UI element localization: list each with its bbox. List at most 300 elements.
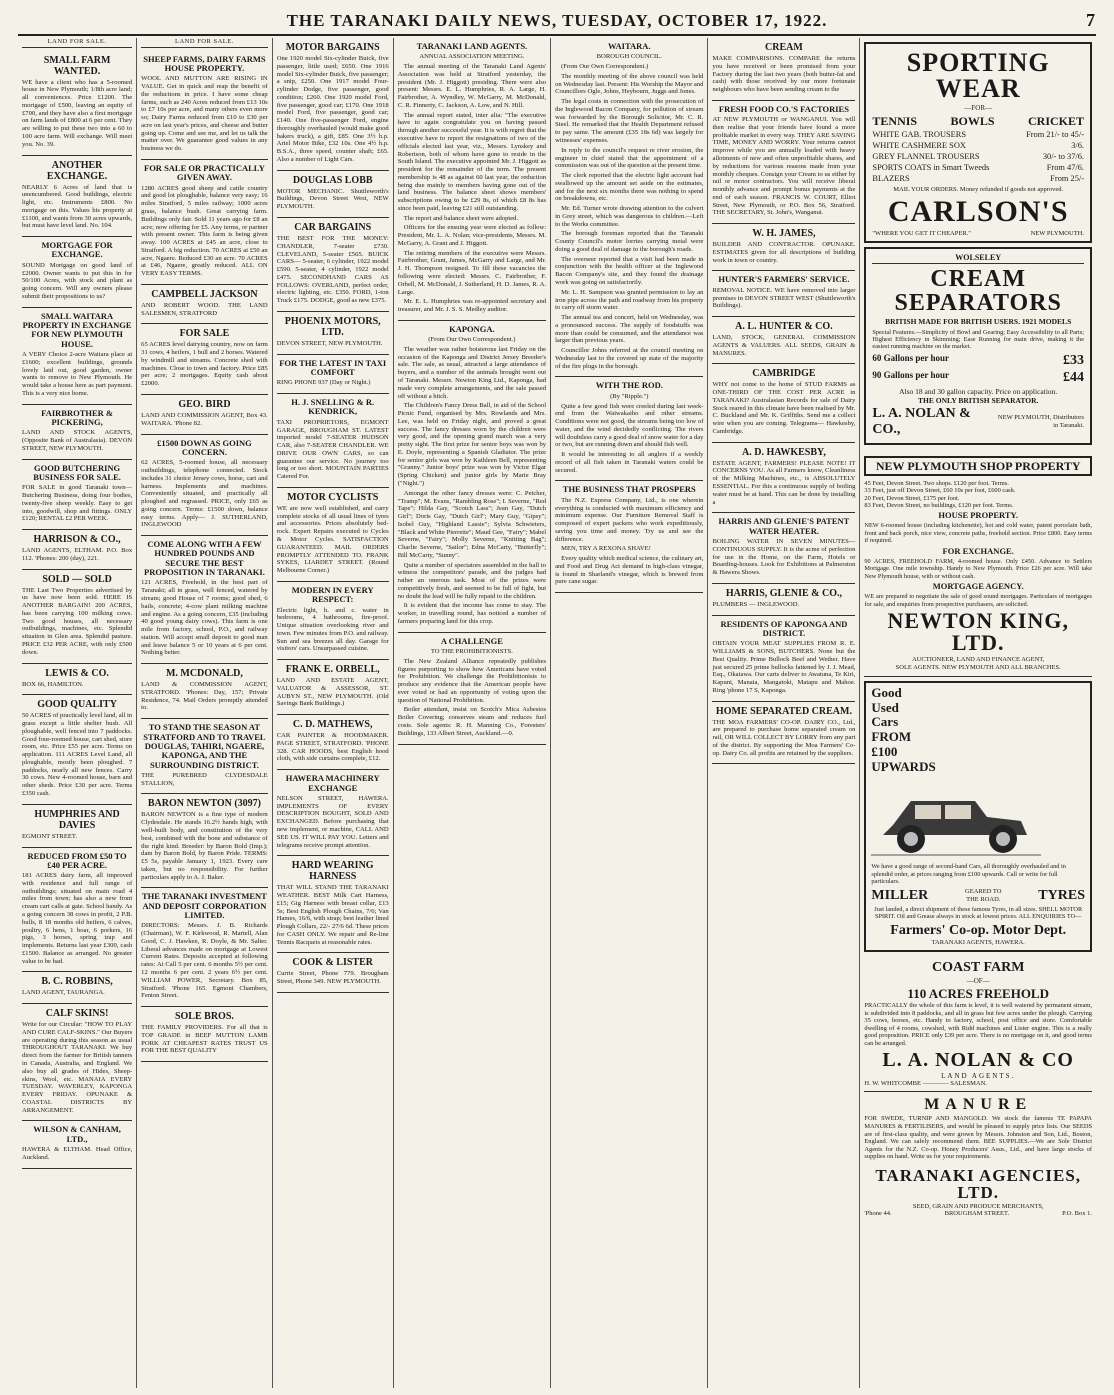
newton-king-brand: NEWTON KING, LTD. <box>887 608 1069 656</box>
article-paragraph: Mr. E. L. Humphries was re-appointed secretary and treasurer, and Mr. J. S. S. Medley auditor. <box>397 298 547 314</box>
article-heading: KAPONGA. <box>449 323 495 334</box>
ad-body: AT NEW PLYMOUTH or WANGANUI. You will then realise that your friends have found a more profitable market in every way. THEY ARE SAVING TIME, MONEY AND WORRY. Your returns cannot improve while you are annually loaded with heavy allotments of new and often unprofitable shares, and by reductions for various reasons made from your monthly cheques. Consign your Cream to us either by rail or motor contractors. You will receive liberal monthly advance and prompt bonus payments at the end of each season. FRANCIS W. COURT, Elliot Street, New Plymouth, or P.O. Box 56, Stratford. THE SECRETARY, St. John's, Wanganui. <box>712 116 856 217</box>
classified-ad <box>141 435 268 537</box>
mortgage-heading: MORTGAGE AGENCY. <box>932 581 1024 592</box>
ad-heading: SHEEP FARMS, DAIRY FARMS HOUSE PROPERTY. <box>143 53 266 73</box>
manure-ad <box>864 1092 1092 1222</box>
column-5 <box>551 38 708 1388</box>
ad-heading: MODERN IN EVERY RESPECT: <box>291 584 374 605</box>
sporting-item: WHITE GAB. TROUSERS <box>872 130 967 140</box>
classified-ad <box>141 324 268 395</box>
column-2 <box>137 38 273 1388</box>
miller-brand: MILLER <box>871 887 929 903</box>
carlsons-town: NEW PLYMOUTH. <box>1030 229 1084 237</box>
ad-heading: HUNTER'S FARMERS' SERVICE. <box>718 274 850 285</box>
classified-ad <box>141 664 268 719</box>
wolseley-90-price: £44 <box>1063 370 1084 386</box>
classified-ad <box>712 584 855 616</box>
wolseley-60-price: £33 <box>1063 352 1084 368</box>
sporting-price-row <box>872 130 1084 140</box>
ad-body: LAND, STOCK, GENERAL COMMISSION AGENTS & VALUERS. ALL SEEDS, GRAIN & MANURES. <box>712 334 856 357</box>
wolseley-90-label: 90 Gallons per hour <box>872 370 950 381</box>
classified-ad <box>22 695 132 804</box>
classified-ad <box>712 364 855 442</box>
classified-ad <box>22 972 132 1004</box>
article-subheading: ANNUAL ASSOCIATION MEETING. <box>419 53 525 61</box>
wolseley-sub: BRITISH MADE FOR BRITISH USERS. 1921 MODELS <box>885 316 1072 326</box>
ad-body: One 1920 model Six-cylinder Buick, five passenger, little used; £650. One 1916 model Six-cylinder Buick, five passenger; a snip, £250. One 1917 model Four-cylinder Dodge, five passenger, good condition; £260. One 1920 model Ford, five passenger, good car; £170. One 1918 model Ford, five passenger, good car; £140. One five-passenger Ford, engine thoroughly overhauled (would make good bakers truck), a gift, £85. One 3½ h.p. Ariel Motor Bike, £32 10s. One 4½ h.p. B.S.A., three speed, counter shaft; £65. Also a number of Light Cars. <box>276 55 389 163</box>
classified-ad <box>22 405 132 460</box>
news-article <box>398 321 546 633</box>
ad-body: LAND AND COMMISSION AGENT, Box 43. WAITARA. 'Phone 82. <box>141 412 268 427</box>
classified-ad <box>141 285 268 325</box>
classified-ad <box>22 51 132 156</box>
sporting-price-row <box>872 174 1084 184</box>
article-paragraph: The overseer reported that a visit had been made in conjunction with the health officer at the Inglewood Bacon Company's site, and they found the drainage work was going on satisfactorily. <box>555 255 704 287</box>
news-article <box>555 481 703 593</box>
wolseley-ad <box>864 247 1092 444</box>
house-property-heading: HOUSE PROPERTY. <box>938 509 1019 520</box>
article-heading: WITH THE ROD. <box>595 380 663 391</box>
article-heading: TARANAKI LAND AGENTS. <box>416 41 528 51</box>
ad-heading: SMALL WAITARA PROPERTY IN EXCHANGE FOR NEW PLYMOUTH HOUSE. <box>22 310 132 349</box>
sporting-price-list <box>872 130 1084 184</box>
ad-body: LAND AND ESTATE AGENT, VALUATOR & ASSESSOR, ST. AUBYN ST., NEW PLYMOUTH. (Old Savings Bank Buildings.) <box>276 677 389 708</box>
article-subheading: (By "Ripple.") <box>610 392 649 400</box>
sporting-sub: —FOR— <box>964 104 993 112</box>
sporting-price: 30/- to 37/6. <box>1042 152 1084 162</box>
farmers-coop-motor: Farmers' Co-op. Motor Dept. <box>890 922 1067 938</box>
article-paragraph: The monthly meeting of the above council was held on Wednesday last. Present: His Worship the Mayor and Councillors Ogle, Johns, Heybourn, Juggs and Jones. <box>555 72 704 96</box>
wolseley-60-label: 60 Gallons per hour <box>872 352 950 363</box>
ad-body: SOUND Mortgage on good land of £2000. Owner wants to put this in for 50/100 Acres, with stock and plant as going concern. Will any owners please submit their propositions to us? <box>22 261 133 300</box>
ad-heading: ANOTHER EXCHANGE. <box>46 159 108 182</box>
coast-farm-of: —OF— <box>966 977 990 986</box>
sporting-item: BLAZERS <box>872 174 910 184</box>
ad-heading: B. C. ROBBINS, <box>41 976 113 988</box>
ad-heading: HUMPHRIES AND DAVIES <box>34 808 120 831</box>
ad-heading: MOTOR CYCLISTS <box>287 491 379 503</box>
classified-ad <box>712 443 855 514</box>
used-cars-body: We have a good range of second-hand Cars, all thoroughly overhauled and in splendid order, at prices ranging from £100 upwards. Call or write for full particulars. <box>871 863 1066 886</box>
ad-heading: REDUCED FROM £50 TO £40 PER ACRE. <box>27 850 127 870</box>
ad-heading: £1500 DOWN AS GOING CONCERN. <box>157 437 252 457</box>
ad-body: THE MOA FARMERS' CO-OP. DAIRY CO., Ltd., are prepared to purchase home separated cream on rail, OR WILL COLLECT BY LORRY from any part of the district. By supporting the Moa Farmers' Co-op. Dairy Co. all profits are retained by the suppliers. <box>712 718 856 757</box>
ad-body: THE Last Two Properties advertised by us have now been sold. HERE IS ANOTHER BARGAIN! 200 ACRES, has been carrying 100 milking cows. Two good houses, all necessary outbuildings, machines, etc. Splendid situation in Glen area. Splendid pasture. PRICE £32 PER ACRE, with only £500 down. <box>22 586 133 656</box>
classified-ad <box>277 660 389 715</box>
nolan-brand: L. A. NOLAN & CO <box>882 1048 1074 1071</box>
taranaki-agencies-sub: SEED, GRAIN AND PRODUCE MERCHANTS, <box>912 1202 1044 1210</box>
wolseley-brand: WOLSELEY <box>872 253 1084 263</box>
classified-ad <box>712 271 855 317</box>
column-6 <box>708 38 860 1388</box>
ad-heading: HARRISON & CO., <box>33 534 121 546</box>
ad-body: PLUMBERS — INGLEWOOD. <box>712 600 800 608</box>
news-article <box>555 38 703 377</box>
sport-cricket: CRICKET <box>1027 114 1084 129</box>
coast-farm-ad <box>864 956 1092 1092</box>
ad-body: LAND AND STOCK AGENTS, (Opposite Bank of Australasia). DEVON STREET, NEW PLYMOUTH. <box>22 429 133 452</box>
ad-heading: PHOENIX MOTORS, LTD. <box>284 315 381 338</box>
wolseley-only: THE ONLY BRITISH SEPARATOR. <box>918 395 1039 405</box>
farmers-coop-sub: TARANAKI AGENTS, HAWERA. <box>931 939 1025 947</box>
ad-body: 62 ACRES, 5-roomed house, all necessary outbuildings, telephone connected. Stock includes 31 choice Jersey cows, horse, cart and harness. Implements and machines. Conveniently situated, and practically all ploughed and regrassed. PRICE, only £65 as going concern. Terms: £1500 down, balance easy terms. Apply— J. SUTHERLAND, INGLEWOOD <box>141 459 268 529</box>
ad-body: REMOVAL NOTICE. WE have removed into larger premises in DEVON STREET WEST (Shuttleworth's Buildings). <box>712 286 856 310</box>
ad-heading: FAIRBROTHER & PICKERING, <box>41 407 114 427</box>
article-heading: A CHALLENGE <box>440 635 503 646</box>
article-paragraph: Mr. Ed. Turner wrote drawing attention to the culvert in Grey street, which was dangerous to children.—Left to the Works committee. <box>555 205 704 228</box>
classified-ad <box>712 616 855 702</box>
ad-heading: GEO. BIRD <box>178 399 231 410</box>
ad-body: WE have a client who has a 5-roomed house in New Plymouth; 1/8th acre land; all conveniences. Price £1200. The mortgage of £500, leaving an equity of £700, and they have also a first mortgage on farm lands of £800 at 6 per cent. They are willing to put these two into a 60 to 100 acre farm. Will exchange. Will meet you. No. 39. <box>22 78 133 148</box>
mail-orders-note: MAIL YOUR ORDERS. Money refunded if goods not approved. <box>893 185 1064 193</box>
classified-ad <box>22 530 132 570</box>
ad-heading: HOME SEPARATED CREAM. <box>715 705 852 717</box>
ad-heading: H. J. SNELLING & R. KENDRICK, <box>291 397 375 417</box>
section-label: LAND FOR SALE. <box>22 38 132 48</box>
masthead-title: THE TARANAKI DAILY NEWS, TUESDAY, OCTOBER 17, 1922. <box>286 11 828 30</box>
used-cars-line: £100 <box>871 744 898 760</box>
tyres-label: TYRES <box>1038 887 1085 903</box>
ad-heading: WILSON & CANHAM, LTD., <box>33 1124 121 1144</box>
ad-heading: FOR SALE OR PRACTICALLY GIVEN AWAY. <box>144 163 265 183</box>
used-cars-ad <box>864 681 1092 952</box>
article-paragraph: The clerk reported that the electric light account had swallowed up the amount set aside on the estimates, and for the next six months there was nothing to spend on breakdowns, etc. <box>555 172 704 203</box>
classified-ad <box>277 171 389 218</box>
newton-king-ad <box>864 449 1092 677</box>
wolseley-heading: CREAM SEPARATORS <box>894 265 1062 316</box>
classified-ad <box>277 953 389 993</box>
classified-ad <box>22 460 132 531</box>
article-subheading: BOROUGH COUNCIL. <box>596 53 662 61</box>
ad-heading: FRANK E. ORBELL, <box>285 664 380 676</box>
classified-ad <box>141 719 268 794</box>
column-4 <box>394 38 551 1388</box>
ad-heading: W. H. JAMES, <box>752 228 816 240</box>
sporting-item: GREY FLANNEL TROUSERS <box>872 152 980 162</box>
article-paragraph: The Children's Fancy Dress Ball, in aid of the School Picnic Fund, organised by Mrs. Rowlands and Mrs. Lee, was held on Friday night, and proved a great success. The fancy dresses worn by the children were very good, and the opening grand march was a very pretty sight. The first prize for senior boys was won by E. Doyle, representing a Spanish Gladiator. The prize for senior girls was won by Kathleen Bell, representing "Granny." Junior boys' prize was won by Victor Elgar (Spring Chicken) and junior girls by Marie Bray ("Night.") <box>397 402 547 487</box>
ad-heading: MOTOR BARGAINS <box>285 42 380 53</box>
ad-heading: FOR SALE <box>179 328 230 340</box>
sporting-price: From 25/- <box>1050 174 1084 184</box>
ad-heading: SOLE BROS. <box>174 1011 234 1023</box>
coast-farm-body: PRACTICALLY the whole of this farm is level, it is well watered by permanent stream, is subdivided into 8 paddocks, and all in grass but few acres under the plough. Carrying 35 cows, horses, etc. Handy to factory, school, post office and store. Comfortable dwelling of 4 rooms, cowshed, with Ridd machines and Lister engine. This is a really good proposition. PRICE only £39 per acre. There is no mortgage on it, and good terms can be arranged. <box>864 1002 1092 1048</box>
classified-ad <box>22 848 132 973</box>
ad-heading: GOOD BUTCHERING BUSINESS FOR SALE. <box>33 462 121 482</box>
wolseley-also: Also 18 and 30 gallon capacity. Price on application. <box>899 386 1058 396</box>
article-heading: WAITARA. <box>607 41 651 51</box>
article-paragraph: The report and balance sheet were adopted. <box>403 214 519 222</box>
article-paragraph: The annual meeting of the Taranaki Land Agents' Association was held at Stratford yesterday, the president (Mr. J. Higgott) presiding. There were also present: Messrs. E. L. Humphries, R. A. Large, H. Fairbrother, A. Wyndley, W. McGarry, M. McDonald, C. R. Finnerty, C. Jackson, A. Low, and N. Hill. <box>397 63 547 109</box>
ad-heading: HARRIS, GLENIE & CO., <box>725 587 842 599</box>
house-property-body: NEW 6-roomed house (including kitchenette), hot and cold water, patent porcelain bath, front and back porch, nice view, concrete paths, freehold section. Price £800. Easy terms if required. <box>864 522 1092 545</box>
ad-body: 50 ACRES of practically level land, all in grass except a little shelter bush. All ploughable, well fenced into 7 paddocks. Good four-roomed house, cart shed, store room, etc. Price £55 per acre. Terms on application. 111 ACRES Level Land, all ploughable, mostly been ploughed. 7 paddocks, nearly all new fences. Carry 30 cows. New 4-roomed house, barn and other sheds. Price £30 per acre. Terms £350 cash. <box>22 712 133 797</box>
ad-body: Currie Street, Phone 779. Brougham Street, Phone 349. NEW PLYMOUTH. <box>276 970 389 986</box>
classified-ad <box>22 570 132 664</box>
ad-body: MOTOR MECHANIC. Shuttleworth's Buildings, Devon Street West, NEW PLYMOUTH. <box>276 187 389 211</box>
ad-body: WE are now well established, and carry complete stocks of all usual lines of tyres and accessories. Prices absolutely bed-rock. Expert Repairs executed to Cycles & Motor Cycles. SATISFACTION GUARANTEED. MAIL ORDERS PROMPTLY ATTENDED TO. FRANK SYKES, LIARDET STREET. (Round Melbourne Corner.) <box>276 504 389 575</box>
ad-body: WOOL AND MUTTON ARE RISING IN VALUE. Get in quick and reap the benefit of the reductions in price. I have some cheap farms, such as 240 Acres reduced from £13 10s to £7 10s per acre, and many others even more so; Dairy Farms reduced from £10 to £30 per acre on last year's prices, and cheese and butter going up. Come and see me, and let us talk the matter over. We guarantee good values in any business we do. <box>141 75 268 153</box>
ad-body: DEVON STREET, NEW PLYMOUTH. <box>276 339 383 347</box>
npl-shop-line: 83 Feet, Devon Street, no buildings, £120 per foot. Terms. <box>864 502 1014 510</box>
ad-body: LAND AGENTS, ELTHAM. P.O. Box 112. 'Phones: 200 (day), 221. <box>22 547 133 562</box>
ad-body: WHY not come to the home of STUD FARMS as ONE-THIRD OF THE COST PER ACRE in TARANAKI? Australasian Records for sale of Dairy Stock reared in this climate have been realised by Mr. C. Buckland and Mr. K. Griffiths. Send me a collect wire when you are coming. Telegrams— Hawkesby, Cambridge. <box>712 381 856 435</box>
article-heading: THE BUSINESS THAT PROSPERS <box>562 484 696 495</box>
ad-body: 181 ACRES dairy farm, all improved with residence and full range of outbuildings; situated on main road 4 miles from town; has also a new front cream cart calls at gate. School handy. As a going concern 38 cows in profit, 2 P.B. bulls, 8 18 months old heifers, 6 calves, poultry, 6 hens, 1 boar, 6 porkers, 16 pigs, 3 horses, spring trap and implements. Returns last year £300, cash £1500. Balance as arranged. No greater value to be had. <box>22 872 133 965</box>
exchange-heading: FOR EXCHANGE. <box>942 545 1014 556</box>
ad-body: LAND & COMMISSION AGENT, STRATFORD. 'Phones: Day, 157; Private Residence, 74. Mail Orders promptly attended to. <box>141 681 268 712</box>
ad-heading: HARRIS AND GLENIE'S PATENT WATER HEATER. <box>718 516 850 536</box>
used-cars-headline <box>871 684 936 776</box>
ad-heading: COME ALONG WITH A FEW HUNDRED POUNDS AND SECURE THE BEST PROPOSITION IN TARANAKI. <box>144 539 265 578</box>
ad-heading: CREAM <box>765 42 803 53</box>
column-7 <box>860 38 1096 1388</box>
npl-shop-line: 20 Feet, Devon Street, £175 per foot. <box>864 494 960 502</box>
ad-heading: CAMPBELL JACKSON <box>151 288 258 300</box>
used-cars-line: Used <box>871 699 899 715</box>
ad-body: 65 ACRES level dairying country, now on farm 31 cows, 4 heifers, 1 bull and 2 horses. Watered by windmill and streams. Concrete shed with machines. Close to town and factory. Price £85 per acre; 2 mortgages. Equity cash about £2000. <box>141 341 268 388</box>
ad-heading: LEWIS & CO. <box>45 667 109 679</box>
sporting-price-row <box>872 152 1084 162</box>
masthead <box>18 8 1096 36</box>
article-paragraph: It is evident that the income has come to stay. The worker, in travelling round, has noticed a number of farmers preparing land for this crop. <box>397 602 547 625</box>
classified-ad <box>141 160 268 285</box>
ad-body: Write for our Circular: "HOW TO PLAY AND CURE CALF-SKINS." Our Buyers are operating during this season as usual THROUGHOUT TARANAKI. We buy direct from the farmer for British tanners in Canada, Australia, and England. We also buy all grades of Hides, Sheep-skins, Wool, etc. MANAIA EVERY TUESDAY. WAVERLEY, KAPONGA EVERY FRIDAY. OPUNAKE & COASTAL DISTRICTS BY ARRANGEMENT. <box>22 1021 133 1114</box>
ad-body: Electric light, h. and c. water in bedrooms, 4 bathrooms, fire-proof. Unique situation overlooking river and town. Few minutes from P.O. and railway. Sun and sea breezes all day. Garage for visitors' cars. Unsurpassed cuisine. <box>276 606 389 653</box>
ad-heading: MORTGAGE FOR EXCHANGE. <box>41 240 113 260</box>
carlsons-brand: CARLSON'S <box>887 194 1069 228</box>
ad-heading: SMALL FARM WANTED. <box>43 54 111 77</box>
ad-heading: CAR BARGAINS <box>294 222 372 234</box>
manure-heading: MANURE <box>924 1096 1033 1114</box>
article-paragraph: The N.Z. Express Company, Ltd., is one wherein everything is conducted with maximum efficiency and minimum expense. Our Furniture Removal Staff is composed of expert packers who work expeditiously, saving you time and money. Try us and see the difference. <box>555 496 704 543</box>
ad-body: THE PUREBRED CLYDESDALE STALLION, <box>141 771 268 787</box>
nolan-sub: LAND AGENTS. <box>941 1071 1016 1080</box>
news-article <box>398 633 546 745</box>
newton-king-sub2: SOLE AGENTS. NEW PLYMOUTH AND ALL BRANCHES. <box>895 663 1061 671</box>
ad-body: AND ROBERT WOOD. THE LAND SALESMEN, STRATFORD <box>141 301 268 317</box>
column-1 <box>18 38 137 1388</box>
article-paragraph: It would be interesting to all anglers if a weekly record of all fish taken in Taranaki waters could be secured. <box>555 451 704 474</box>
article-paragraph: Mr. L. H. Sampson was granted permission to lay an iron pipe across the path and roadway from his property to carry off storm water. <box>555 288 704 312</box>
used-cars-line: UPWARDS <box>871 759 936 775</box>
classified-ad <box>141 888 268 1007</box>
coast-farm-acres: 110 ACRES FREEHOLD <box>907 986 1049 1002</box>
ad-heading: GOOD QUALITY <box>37 699 117 711</box>
columns <box>18 38 1096 1388</box>
ad-body: THE BEST FOR THE MONEY: CHANDLER, 7-seater £730. CLEVELAND, 5-seater £565. BUICK CARS— 5-seater, 6 cylinder, 1922 model £590. 5-seater, 4 cylinder, 1922 model £475. SECONDHAND CARS AS FOLLOWS: OVERLAND, perfect order, electric lighting, etc. £350. FORD, 1-ton Truck £175. DODGE, good as new £375. <box>276 235 389 305</box>
npl-shop-line: 45 Feet, Devon Street. Two shops. £120 per foot. Terms. <box>864 479 1009 487</box>
classified-ad <box>22 1004 132 1121</box>
classified-ad <box>712 702 855 765</box>
ad-heading: A. D. HAWKESBY, <box>742 446 826 458</box>
ad-heading: THE TARANAKI INVESTMENT AND DEPOSIT CORPORATION LIMITED. <box>142 891 267 921</box>
ad-body: ESTATE AGENT, FARMERS! PLEASE NOTE! IT CONCERNS YOU. As all Farmers know, Cleanliness of the Milking Machines, etc., is ABSOLUTELY ESSENTIAL. For this a continuous supply of boiling water must be at hand. This can be done by installing a <box>712 459 856 506</box>
classified-ad <box>277 38 389 171</box>
ad-heading: A. L. HUNTER & CO. <box>735 321 833 333</box>
article-paragraph: (From Our Own Correspondent.) <box>561 63 649 71</box>
agencies-phone: 'Phone 44. <box>864 1210 892 1218</box>
classified-ad <box>22 805 132 848</box>
taranaki-agencies-brand: TARANAKI AGENCIES, LTD. <box>875 1165 1082 1202</box>
article-subheading: TO THE PROHIBITIONISTS. <box>430 648 513 656</box>
manure-body: FOR SWEDE, TURNIP AND MANGOLD. We stock the famous TE PAPAPA MANURES & FERTILISERS, and would be pleased to supply price lists. Our SEEDS are of first-class quality, and were grown by Messrs. Johnston and Son, Ltd., Boston, England. We can safely recommend them. BEE SUPPLIES.—We are Sole District Agents for the N.Z. Co-op. Honey Producers' Assn., Ltd., and have large stocks of supplies on hand. Write us for your requirements. <box>864 1115 1092 1161</box>
ad-body: BOILING WATER IN SEVEN MINUTES—CONTINUOUS SUPPLY. It is the acme of perfection for use in the Home, on the Farm, Hotels or Boarding-houses. Look for Exhibitions at Palmerston & Hawera Shows. <box>712 538 856 577</box>
classified-ad <box>141 1007 268 1062</box>
ad-body: EGMONT STREET. <box>22 832 78 840</box>
sporting-wear-ad <box>864 42 1092 243</box>
ad-body: 1280 ACRES good sheep and cattle country and good lot ploughable, balance very easy; 16 miles Stratford, 5 miles railway; 1000 acres grass, balance bush. Great carrying farm. Buildings only fair. Sold 11 years ago for £8 an acre; now offering for £5. Any terms, or partner with present owner. This farm is being given away. 100 ACRES at £45 an acre, close to Stratford. A big reduction. 70 ACRES at £50 an acre, Ngaere. Reduced £30 an acre. 70 ACRES at £46, Ngaere, greatly reduced. ALL ON VERY EASY TERMS. <box>141 184 268 278</box>
ad-heading: FRESH FOOD CO.'S FACTORIES <box>718 103 849 114</box>
article-paragraph: The weather was rather boisterous last Friday on the occasion of the Kaponga and District Jersey Breeder's sale. The sale, as usual, attracted a large attendance of buyers, and a number of the animals brought went out of Taranaki. Messrs. Newton King Ltd., Kaponga, had made very complete arrangements, and the sale passed off without a hitch. <box>397 345 547 400</box>
ad-heading: RESIDENTS OF KAPONGA AND DISTRICT. <box>720 618 848 638</box>
ad-body: RING PHONE 937 (Day or Night.) <box>276 379 371 387</box>
mortgage-body: WE are prepared to negotiate the sale of good sound mortgages. Particulars of mortgages for sale, and enquiries from prospective purchasers, are solicited. <box>864 593 1092 608</box>
classified-ad <box>141 395 268 435</box>
classified-ad <box>277 770 389 856</box>
ad-body: FOR SALE in good Taranaki town—Butchering Business, doing four bodies, twenty-five sheep weekly. Easy to get into, goodwill, shop and fittings. ONLY £120; RENTAL £2 PER WEEK. <box>22 484 133 523</box>
sporting-item: WHITE CASHMERE SOX <box>872 141 966 151</box>
classified-ad <box>712 224 855 271</box>
news-article <box>398 38 546 321</box>
ad-heading: CALF SKINS! <box>45 1008 109 1020</box>
ad-body: BARON NEWTON is a fine type of modern Clydesdale. He stands 16.2½ hands high, with well-built body, and constitution of the very best, combined with the bone and substance of the right kind. Breeder: by Baron Bold (Imp.); dam by Baron Bold, by Baron Pride. TERMS: £5 5s, payable January 1, 1923. Every care taken, but no responsibility. For further particulars apply to A. J. Baker. <box>141 811 268 881</box>
ad-body: OBTAIN YOUR MEAT SUPPLIES FROM R. E. WILLIAMS & SONS, BUTCHERS. None but the Best Quality. Prime Bullock Beef and Wether. Have just secured 25 prime bullocks fattened by J. J. Mead, Esq., Okaiawa. Our carts deliver to Awatuna, Te Kiri, Kapuni, Manaia, Mangatoki, Matapu and Mahoe. Ring 'phone 17 S, Kaponga. <box>712 640 856 694</box>
news-article <box>555 377 703 481</box>
article-paragraph: Councillor Johns referred at the council meeting on Wednesday last to the covered up state of the majority of the fire plugs in the borough. <box>555 347 704 370</box>
ad-heading: DOUGLAS LOBB <box>292 174 373 186</box>
sporting-price-row <box>872 141 1084 151</box>
classified-ad <box>712 38 855 101</box>
classified-ad <box>277 312 389 355</box>
ad-body: TAXI PROPRIETORS, EGMONT GARAGE, BROUGHAM ST. LATEST imported model 7-SEATER HUDSON CAR, also 7-SEATER CHANDLER. WE DRIVE OUR OWN CARS, so can guarantee our service. No journey too long or too short. MOUNTAIN PARTIES Catered For. <box>276 418 389 481</box>
page-number: 7 <box>1086 10 1096 30</box>
used-cars-line: Cars <box>871 714 899 730</box>
classified-ad <box>141 51 268 160</box>
section-label: LAND FOR SALE. <box>141 38 268 48</box>
ad-heading: M. MCDONALD, <box>165 668 243 680</box>
classified-ad <box>22 1121 132 1168</box>
agencies-box: P.O. Box 1. <box>1062 1210 1092 1218</box>
sporting-tabs <box>872 114 1084 128</box>
ad-body: 121 ACRES, Freehold, in the best part of Taranaki; all in grass, well fenced, watered by stream; good House of 7 rooms; good shed, 6 bails, concrete; 4-cow plant milking machine and engine. As a going concern, £35 (including 40 good young dairy cows). This farm is one mile from factory, school, P.O., and railway station. Will accept small deposit to good man and leave balance 5 or 10 years at 6 per cent. Nothing better. <box>141 579 268 657</box>
ad-body: LAND AGENT, TAURANGA. <box>22 989 105 997</box>
classified-ad <box>277 394 389 488</box>
npl-shop-list <box>864 480 1092 510</box>
ad-heading: HAWERA MACHINERY EXCHANGE <box>285 773 380 793</box>
coast-farm-heading: COAST FARM <box>931 960 1025 976</box>
wolseley-agent: L. A. NOLAN & CO., <box>872 405 971 438</box>
sporting-heading: SPORTING WEAR <box>906 48 1050 103</box>
npl-shop-line: 33 Feet, just off Devon Street, £60 10s per foot, £600 cash. <box>864 487 1016 495</box>
miller-geared: GEARED TO THE ROAD. <box>965 888 1002 903</box>
ad-body: CAR PAINTER & HOODMAKER. PAGE STREET, STRATFORD. 'PHONE 328. CAR HOODS, best English hood cloth, with side curtains complete, £12. <box>276 732 389 763</box>
ad-body: NEARLY 6 Acres of land that is unencumbered. Good buildings, electric light, etc. Instruments £800. No mortgage on this. Values his property at £1100, and wants from 30 acres upwards, but must have level land. No. 104. <box>22 183 133 230</box>
article-paragraph: Quite a few good fish were creeled during last week-end from the Waiwakaiho and other streams. Conditions were not good, the streams being too low of water, and the wind decidedly conflicting. The rivers will doubtless carry a good deal of snow water for a day or two, but are running down and should fish well. <box>555 402 704 449</box>
exchange-body: 90 ACRES, FREEHOLD FARM, 4-roomed house. Only £450. Advance to Settlers Mortgage. One mile township. Handy to New Plymouth. Price £26 per acre. Will take New Plymouth house, with or without cash. <box>864 557 1092 580</box>
tyres-body: Just landed, a direct shipment of these famous Tyres, in all sizes. SHELL MOTOR SPIRIT. Oil and Grease always in stock at lowest prices. ALL ENQUIRIES TO— <box>874 906 1083 921</box>
ad-body: NELSON STREET, HAWERA. IMPLEMENTS OF EVERY DESCRIPTION BOUGHT, SOLD AND EXCHANGED. Before purchasing that new implement, or machine, CALL AND SEE US. IT WILL PAY YOU. Letters and telegrams receive prompt attention. <box>276 794 389 849</box>
newton-king-sub: AUCTIONEER, LAND AND FINANCE AGENT, <box>912 656 1045 664</box>
article-paragraph: Boiler attendant, insist on Scotch's Mica Asbestos Boiler Covering; conserves steam and reduces fuel costs. Sole agents: R. H. Manning Co., Foresters' Buildings, 133 Albert Street, Auckland.—0. <box>397 706 547 737</box>
ad-heading: C. D. MATHEWS, <box>292 719 373 731</box>
ad-heading: BARON NEWTON (3097) <box>147 798 261 810</box>
ad-heading: COOK & LISTER <box>292 957 373 969</box>
classified-ad <box>277 856 389 953</box>
classified-ad <box>277 355 389 394</box>
article-paragraph: Amongst the other fancy dresses were: C. Petcher, "Tramp"; M. Evans, "Rambling Rose"; I. Severne, "Red Tape"; Hilda Gay, "Scotch Lass"; Jean Gay, "Dutch Girl"; Doris Gay, "Dutch Girl"; Mary Guy, "Gipsy"; Isobel Guy, "Highland Lassie"; Sylvia Schwieters, "Black and White Pierrette"; Maud Gee, "Fairy"; Mabel Severne, "Fairy"; Molly Severne, "Knitting Bag"; Charlie Severne, "Sailor"; Edna McCarty, "Butterfly"; Bill McCarty, "Sunny". <box>397 489 547 559</box>
ad-heading: FOR THE LATEST IN TAXI COMFORT <box>279 357 387 378</box>
article-subheading: (From Our Own Correspondent.) <box>428 336 516 344</box>
ad-body: HAWERA & ELTHAM. Head Office, Auckland. <box>22 1146 133 1161</box>
sporting-item: SPORTS COATS in Smart Tweeds <box>872 163 990 173</box>
ad-heading: HARD WEARING HARNESS <box>291 860 374 883</box>
ad-heading: TO STAND THE SEASON AT STRATFORD AND TO TRAVEL DOUGLAS, TAHIRI, NGAERE, KAPONGA, AND THE SURROUNDING DISTRICT. <box>143 722 266 770</box>
npl-shop-heading: NEW PLYMOUTH SHOP PROPERTY <box>864 456 1092 476</box>
agencies-street: BROUGHAM STREET. <box>944 1210 1010 1218</box>
article-paragraph: MEN, TRY A REXONA SHAVE! <box>561 545 651 553</box>
column-3 <box>273 38 394 1388</box>
ad-body: BOX 66, HAMILTON. <box>22 680 84 688</box>
classified-ad <box>141 794 268 888</box>
classified-ad <box>277 715 389 770</box>
article-paragraph: The borough foreman reported that the Taranaki County Council's motor lorries carrying metal were doing a good deal of damage to the borough's roads. <box>555 230 704 253</box>
classified-ad <box>22 664 132 696</box>
ad-body: A VERY Choice 2-acre Waitara place at £1600; excellent buildings, grounds lovely laid out, good garden, owner wants to remove to New Plymouth. He would take a house here as part payment. This is a very nice home. <box>22 351 133 397</box>
classified-ad <box>22 156 132 238</box>
sport-bowls: BOWLS <box>950 114 995 129</box>
article-paragraph: The annual tea and concert, held on Wednesday, was a pronounced success. The supply of foodstuffs was more than could be consumed, and the attendance was larger than previous years. <box>555 314 704 345</box>
article-paragraph: The legal costs in connection with the prosecution of the Inglewood Bacon Company, for pollution of stream was forwarded by the Borough Solicitor, Mr. C. R. Steel. He remarked that the Health Department refused to pay same. The amount (£35 18s 6d) was largely for witnesses' expenses. <box>555 98 704 144</box>
classified-ad <box>712 513 855 584</box>
wolseley-body: Special Features.—Simplicity of Bowl and Gearing; Easy Accessibility to all Parts; Highest Efficiency in Skimming; Ease Running for main drive, making it the easiest running machine on the market. <box>872 328 1084 351</box>
ad-heading: CAMBRIDGE <box>752 368 816 380</box>
article-paragraph: Officers for the ensuing year were elected as follow: President, Mr. L. A. Nolan; vice-presidents, Messrs. M. McGarry, A. Grant and J. Higgott. <box>397 224 547 247</box>
classified-ad <box>277 582 389 660</box>
ad-body: THAT WILL STAND THE TARANAKI WEATHER. BEST Milk Cart Harness, £15; Gig Harness with breast collar, £13 5s; Best English Plough Chains, 7/6; Van Hames, 16/6, with strap; best leather lined Plough Collars, 22/- 27/6 6d. These prices for CASH ONLY. We repair and Re-line Tennis Racquets at reasonable rates. <box>276 884 389 946</box>
sporting-price: 3/6. <box>1071 141 1084 151</box>
carlsons-slogan: "WHERE YOU GET IT CHEAPER." <box>872 229 971 237</box>
sporting-price-row <box>872 163 1084 173</box>
article-paragraph: The annual report stated, inter alia: "The executive have to again congratulate you on having passed through another successful year. It is with regret that the executive have to report the resignations of two of the officials elected last year, viz., Messrs. Lynskey and Robertson, both of whom have gone to reside in the South Island. The executive appointed Mr. J. Higgott as president for the remainder of the term. The present membership is 48 as against 60 last year, the reduction being due mainly to members having gone out of the land business. The balance sheet shows members' subscriptions owing to be £29 8s, of which £8 8s has since been paid, leaving £21 still outstanding. <box>397 111 547 212</box>
used-cars-line: FROM <box>871 729 912 745</box>
classified-ad <box>712 101 855 224</box>
article-paragraph: The retiring members of the executive were Messrs. Fairbrother, Grant, James, McGarry and Large, and Mr. J. H. Thompson resigned. To fill these vacancies the following were elected: Messrs. C. Fairbrother, F. Orbell, M. McDonald, J. Sutherland, H. D. James, R. A. Large. <box>397 249 547 296</box>
ad-body: BUILDER AND CONTRACTOR. OPUNAKE. ESTIMATES given for all descriptions of building work in town or country. <box>712 241 856 264</box>
article-paragraph: In reply to the council's request re river erosion, the engineer in chief stated that the appointment of a commission was out of the question at the present time. <box>555 146 704 170</box>
ad-body: MAKE COMPARISONS. COMPARE the returns you have received or been promised from your Factory during the last two years (both butter-fat and cash) with those received by our more fortunate neighbours who have been sending cream to the <box>712 55 856 94</box>
sporting-price: From 47/6. <box>1046 163 1084 173</box>
classified-ad <box>22 237 132 308</box>
vintage-car-illustration <box>871 775 1041 861</box>
classified-ad <box>22 308 132 405</box>
article-paragraph: Quite a number of spectators assembled in the hall to witness the competitors' parade, and the judges had rather an onerous task. Most of the prizes were competitively fresh, and seemed to be full of fight, but no doubt the lead will be fully repaid to the children. <box>397 561 547 600</box>
ad-body: THE FAMILY PROVIDERS. For all that is TOP GRADE in BEEF MUTTON LAMB PORK AT CHEAPEST RATES TRUST US FOR THE BEST QUALITY <box>141 1024 268 1055</box>
classified-ad <box>712 317 855 364</box>
classified-ad <box>277 488 389 582</box>
wolseley-agent-sub: NEW PLYMOUTH, Distributors in Taranaki. <box>997 414 1084 430</box>
classified-ad <box>277 218 389 312</box>
sporting-price: From 21/- to 45/- <box>1026 130 1084 140</box>
ad-heading: SOLD — SOLD <box>42 573 112 585</box>
used-cars-line: Good <box>871 684 902 700</box>
article-paragraph: Every quality which medical science, the culinary art, and Food and Drug Act demand in high-class vinegar, is found in Sharland's vinegar, which is brewed from pure cane sugar. <box>555 555 704 586</box>
article-paragraph: The New Zealand Alliance repeatedly publishes figures purporting to show how Americans have voted for Prohibition. We challenge the Prohibitionists to produce any evidence that the American people have ever voted or had an opportunity of voting upon the question of National Prohibition. <box>397 657 547 704</box>
nolan-salesman: H. W. WHITCOMBE ———— SALESMAN. <box>864 1079 987 1087</box>
ad-body: DIRECTORS: Messrs. J. B. Richards (Chairman), W. F. Kirkwood, R. Martell, Alan Good, C. J. Hawken, R. Doyle, & Mr. Salter. Liberal advances made on mortgage at Lowest Current Rates. Deposits accepted at following rates: At Call 5 per cent. 6 months 5½ per cent. 12 months 6 per cent. 2 years 6½ per cent. WILLIAM POWER, Secretary. Box 85, Stratford. 'Phone 165. Egmont Chambers, Fenton Street. <box>141 922 268 1000</box>
sport-tennis: TENNIS <box>872 114 918 129</box>
classified-ad <box>141 536 268 664</box>
